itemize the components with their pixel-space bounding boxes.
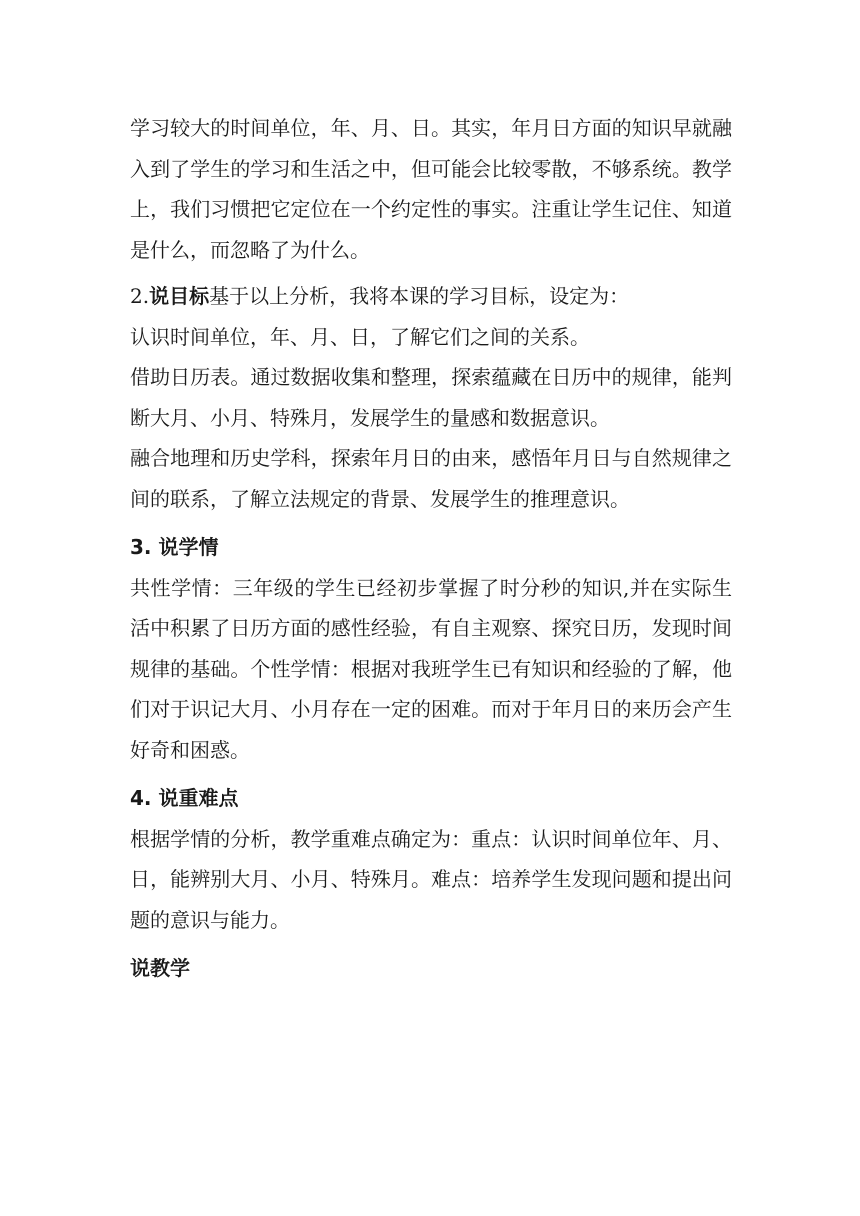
- goal-item-1: 认识时间单位，年、月、日，了解它们之间的关系。: [130, 324, 590, 349]
- goals-intro-line: [130, 276, 732, 317]
- goal-item-2: 借助日历表。通过数据收集和整理，探索蕴藏在日历中的规律，能判断大月、小月、特殊月，发展学生的量感和数据意识。: [130, 365, 732, 430]
- goals-heading: 说目标: [149, 284, 210, 308]
- goal-item-3: 融合地理和历史学科，探索年月日的由来，感悟年月日与自然规律之间的联系，了解立法规定的背景、发展学生的推理意识。: [130, 446, 732, 511]
- goals-number: 2.: [130, 284, 150, 308]
- teaching-heading: 说教学: [130, 956, 190, 980]
- goals-lead: 基于以上分析，我将本课的学习目标，设定为：: [209, 284, 630, 308]
- difficulties-heading: 4. 说重难点: [130, 786, 239, 810]
- learners-paragraph: 共性学情：三年级的学生已经初步掌握了时分秒的知识,并在实际生活中积累了日历方面的感性经验，有自主观察、探究日历，发现时间规律的基础。个性学情：根据对我班学生已有知识和经验的了解，他们对于识记大月、小月存在一定的困难。而对于年月日的来历会产生好奇和困惑。: [130, 575, 732, 762]
- learners-heading: 3. 说学情: [130, 535, 219, 559]
- difficulties-paragraph: 根据学情的分析，教学重难点确定为：重点：认识时间单位年、月、日，能辨别大月、小月、特殊月。难点：培养学生发现问题和提出问题的意识与能力。: [130, 826, 732, 932]
- intro-paragraph: 学习较大的时间单位，年、月、日。其实，年月日方面的知识早就融入到了学生的学习和生活之中，但可能会比较零散，不够系统。教学上，我们习惯把它定位在一个约定性的事实。注重让学生记住、知道是什么，而忽略了为什么。: [130, 116, 732, 262]
- document-body: [130, 108, 732, 989]
